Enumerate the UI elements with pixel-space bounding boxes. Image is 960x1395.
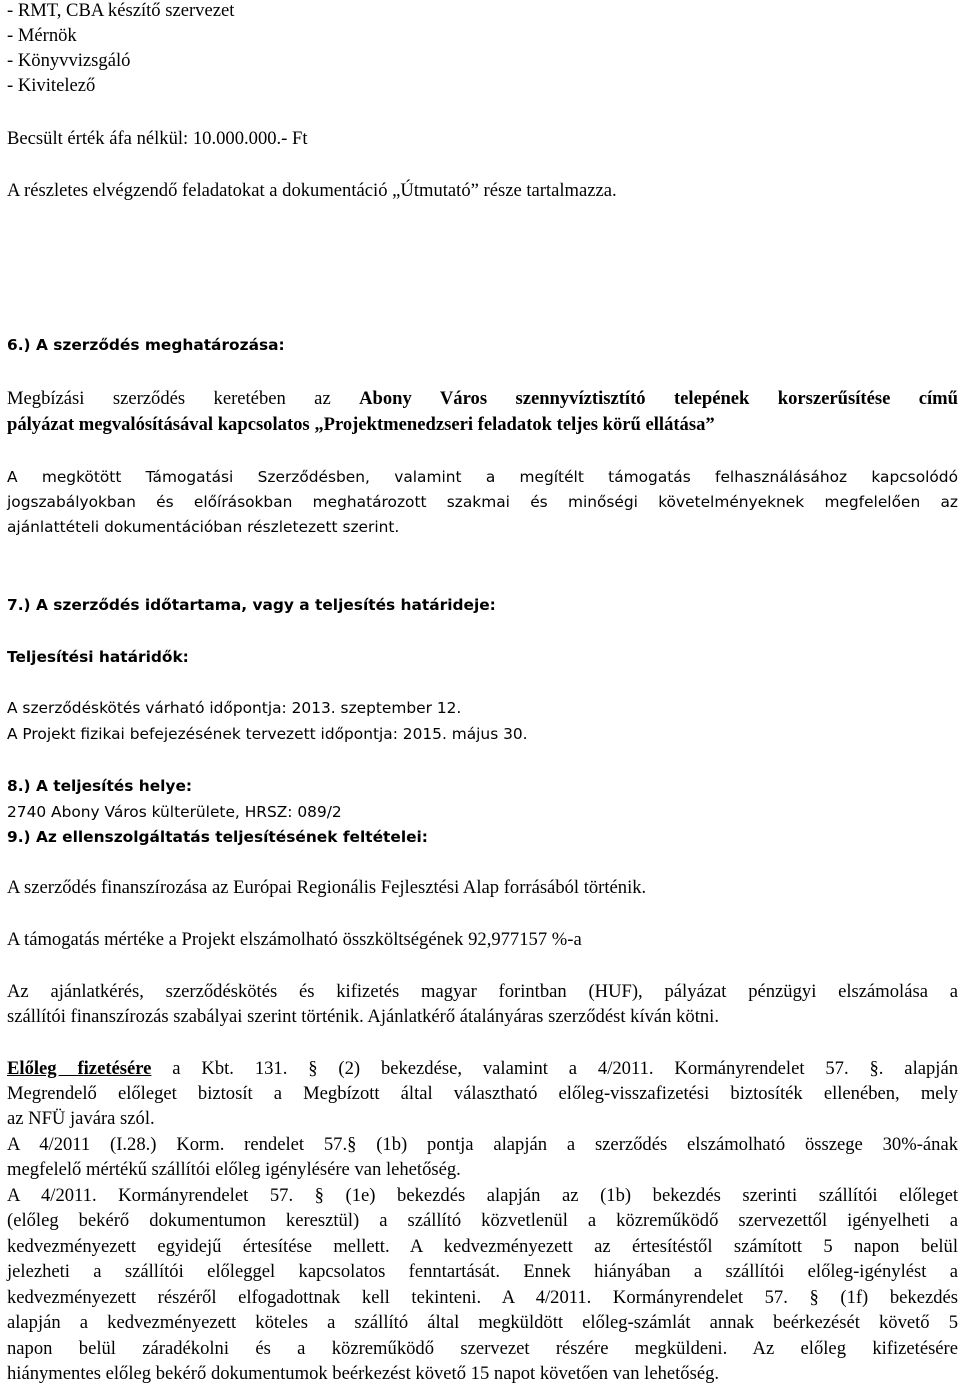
advance-line: napon belül záradékolni és a közreműködő szervezet részére megküldeni. Az előleg kifizetésére [7,1338,958,1359]
advance-line: hiánymentes előleg bekérő dokumentumok beérkezést követő 15 napot követően van lehetőség. [7,1363,720,1384]
section-7-heading: 7.) A szerződés időtartama, vagy a teljesítés határideje: [7,596,496,614]
section-8-heading: 8.) A teljesítés helye: [7,777,193,795]
advance-line: A 4/2011. Kormányrendelet 57. § (1e) bekezdés alapján az (1b) bekezdés szerinti szállítói előleget [7,1185,958,1206]
advance-line: jelezheti a szállítói előleggel kapcsolatos fenntartását. Ennek hiányában a szállítói előleg-igénylést a [7,1261,958,1282]
currency-line: szállítói finanszírozás szabályai szerint történik. Ajánlatkérő átalányáras szerződést kíván kötni. [7,1006,719,1027]
project-title: Abony Város szennyvíztisztító telepének korszerűsítése című [359,388,958,409]
location: 2740 Abony Város külterülete, HRSZ: 089/2 [7,803,342,821]
advance-line: kedvezményezett részéről elfogadottnak kell tekinteni. A 4/2011. Kormányrendelet 57. § (1f) bekezdés [7,1287,958,1308]
list-item: - Kivitelező [7,75,96,96]
advance-line: kedvezményezett egyidejű értesítése mellett. A kedvezményezett az értesítéstől számított 5 napon belül [7,1236,958,1257]
section-6-para-line: ajánlattételi dokumentációban részletezett szerint. [7,518,400,536]
financing-text: A szerződés finanszírozása az Európai Regionális Fejlesztési Alap forrásából történik. [7,877,647,898]
advance-line: A 4/2011 (I.28.) Korm. rendelet 57.§ (1b) pontja alapján a szerződés elszámolható összege 30%-ának [7,1134,958,1155]
advance-line: alapján a kedvezményezett köteles a szállító által megküldött előleg-számlát annak beérkezését követő 5 [7,1312,958,1333]
currency-line: Az ajánlatkérés, szerződéskötés és kifizetés magyar forintban (HUF), pályázat pénzügyi elszámolása a [7,981,958,1002]
section-6-line-1 [7,388,958,410]
estimated-value: Becsült érték áfa nélkül: 10.000.000.- Ft [7,128,308,149]
advance-line-1 [7,1058,958,1080]
list-item: - Mérnök [7,25,77,46]
advance-line-1-rest: a Kbt. 131. § (2) bekezdése, valamint a 4/2011. Kormányrendelet 57. §. alapján [151,1058,958,1079]
section-6-para-line: A megkötött Támogatási Szerződésben, valamint a megítélt támogatás felhasználásához kapcsolódó [7,468,958,486]
advance-label: Előleg fizetésére [7,1058,152,1079]
list-item: - Könyvvizsgáló [7,50,131,71]
contract-date: A szerződéskötés várható időpontja: 2013. szeptember 12. [7,699,462,717]
advance-line: megfelelő mértékű szállítói előleg igénylésére van lehetőség. [7,1159,461,1180]
support-rate: A támogatás mértéke a Projekt elszámolható összköltségének 92,977157 %-a [7,929,582,950]
advance-line: Megrendelő előleget biztosít a Megbízott által választható előleg-visszafizetési biztosíték ellenében, mely [7,1083,958,1104]
section-7-subheading: Teljesítési határidők: [7,648,189,666]
section-6-heading: 6.) A szerződés meghatározása: [7,336,285,354]
section-6-para-line: jogszabályokban és előírásokban meghatározott szakmai és minőségi követelményeknek megfelelően az [7,493,958,511]
list-item: - RMT, CBA készítő szervezet [7,0,235,21]
section-6-line-2: pályázat megvalósításával kapcsolatos „Projektmenedzseri feladatok teljes körű ellátása” [7,414,715,435]
advance-line: (előleg bekérő dokumentumon keresztül) a szállító közvetlenül a közreműködő szervezettől igényelheti a [7,1210,958,1231]
details-note: A részletes elvégzendő feladatokat a dokumentáció „Útmutató” része tartalmazza. [7,180,617,201]
section-6-line-1-start: Megbízási szerződés keretében az [7,388,331,409]
advance-line: az NFÜ javára szól. [7,1108,155,1129]
section-9-heading: 9.) Az ellenszolgáltatás teljesítésének feltételei: [7,828,428,846]
completion-date: A Projekt fizikai befejezésének tervezett időpontja: 2015. május 30. [7,725,528,743]
